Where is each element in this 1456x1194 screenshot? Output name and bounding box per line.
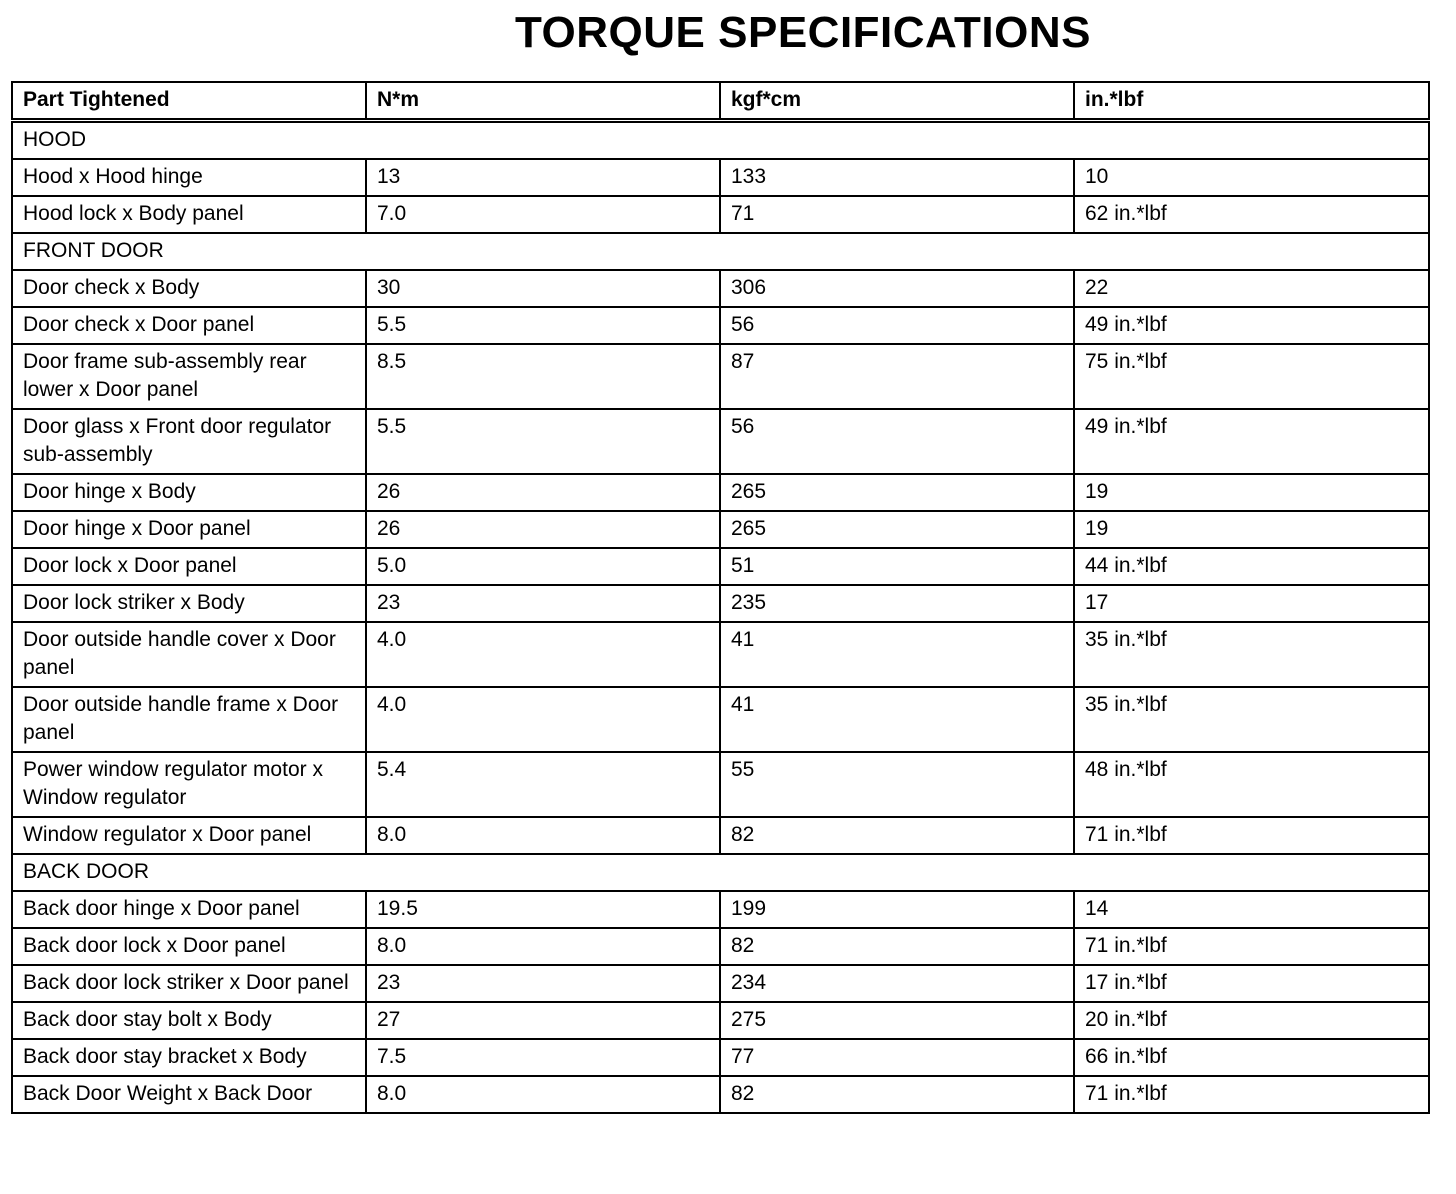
nm-cell: 8.0 (366, 1076, 720, 1113)
part-cell: Door check x Door panel (12, 307, 366, 344)
table-row (12, 409, 1429, 474)
nm-cell: 7.0 (366, 196, 720, 233)
section-heading: BACK DOOR (12, 854, 1429, 891)
section-row (12, 854, 1429, 891)
nm-cell: 4.0 (366, 687, 720, 752)
part-cell: Door hinge x Door panel (12, 511, 366, 548)
section-row (12, 121, 1429, 160)
table-row (12, 928, 1429, 965)
table-row (12, 687, 1429, 752)
part-cell: Door check x Body (12, 270, 366, 307)
nm-cell: 23 (366, 965, 720, 1002)
table-row (12, 585, 1429, 622)
nm-cell: 26 (366, 474, 720, 511)
section-heading: HOOD (12, 121, 1429, 160)
table-header-row (12, 82, 1429, 121)
part-cell: Door lock striker x Body (12, 585, 366, 622)
table-row (12, 474, 1429, 511)
kgfcm-cell: 234 (720, 965, 1074, 1002)
inlbf-cell: 71 in.*lbf (1074, 817, 1429, 854)
kgfcm-cell: 51 (720, 548, 1074, 585)
kgfcm-cell: 275 (720, 1002, 1074, 1039)
nm-cell: 26 (366, 511, 720, 548)
part-cell: Back Door Weight x Back Door (12, 1076, 366, 1113)
inlbf-cell: 75 in.*lbf (1074, 344, 1429, 409)
inlbf-cell: 17 in.*lbf (1074, 965, 1429, 1002)
nm-cell: 5.5 (366, 307, 720, 344)
nm-cell: 8.5 (366, 344, 720, 409)
inlbf-cell: 49 in.*lbf (1074, 409, 1429, 474)
inlbf-cell: 20 in.*lbf (1074, 1002, 1429, 1039)
nm-cell: 23 (366, 585, 720, 622)
table-row (12, 1039, 1429, 1076)
kgfcm-cell: 199 (720, 891, 1074, 928)
kgfcm-cell: 82 (720, 928, 1074, 965)
table-row (12, 752, 1429, 817)
part-cell: Hood lock x Body panel (12, 196, 366, 233)
table-row (12, 511, 1429, 548)
table-row (12, 344, 1429, 409)
part-cell: Door lock x Door panel (12, 548, 366, 585)
inlbf-cell: 71 in.*lbf (1074, 928, 1429, 965)
nm-cell: 30 (366, 270, 720, 307)
inlbf-cell: 22 (1074, 270, 1429, 307)
table-row (12, 548, 1429, 585)
column-header-part: Part Tightened (12, 82, 366, 121)
table-body (12, 121, 1429, 1114)
kgfcm-cell: 235 (720, 585, 1074, 622)
table-row (12, 965, 1429, 1002)
part-cell: Power window regulator motor x Window regulator (12, 752, 366, 817)
table-row (12, 1002, 1429, 1039)
nm-cell: 19.5 (366, 891, 720, 928)
table-row (12, 196, 1429, 233)
part-cell: Hood x Hood hinge (12, 159, 366, 196)
section-heading: FRONT DOOR (12, 233, 1429, 270)
part-cell: Back door stay bracket x Body (12, 1039, 366, 1076)
nm-cell: 4.0 (366, 622, 720, 687)
inlbf-cell: 66 in.*lbf (1074, 1039, 1429, 1076)
part-cell: Back door lock x Door panel (12, 928, 366, 965)
table-row (12, 307, 1429, 344)
kgfcm-cell: 77 (720, 1039, 1074, 1076)
inlbf-cell: 19 (1074, 511, 1429, 548)
nm-cell: 5.0 (366, 548, 720, 585)
inlbf-cell: 35 in.*lbf (1074, 687, 1429, 752)
part-cell: Window regulator x Door panel (12, 817, 366, 854)
nm-cell: 7.5 (366, 1039, 720, 1076)
nm-cell: 13 (366, 159, 720, 196)
part-cell: Door outside handle cover x Door panel (12, 622, 366, 687)
inlbf-cell: 19 (1074, 474, 1429, 511)
part-cell: Back door lock striker x Door panel (12, 965, 366, 1002)
part-cell: Back door stay bolt x Body (12, 1002, 366, 1039)
torque-spec-table (11, 81, 1430, 1114)
nm-cell: 8.0 (366, 817, 720, 854)
column-header-nm: N*m (366, 82, 720, 121)
inlbf-cell: 35 in.*lbf (1074, 622, 1429, 687)
column-header-inlbf: in.*lbf (1074, 82, 1429, 121)
kgfcm-cell: 71 (720, 196, 1074, 233)
part-cell: Door outside handle frame x Door panel (12, 687, 366, 752)
inlbf-cell: 44 in.*lbf (1074, 548, 1429, 585)
part-cell: Door hinge x Body (12, 474, 366, 511)
kgfcm-cell: 41 (720, 687, 1074, 752)
table-row (12, 159, 1429, 196)
nm-cell: 5.4 (366, 752, 720, 817)
kgfcm-cell: 265 (720, 511, 1074, 548)
table-row (12, 270, 1429, 307)
page-title: TORQUE SPECIFICATIONS (514, 8, 1092, 57)
nm-cell: 8.0 (366, 928, 720, 965)
table-row (12, 1076, 1429, 1113)
part-cell: Door frame sub-assembly rear lower x Door panel (12, 344, 366, 409)
table-row (12, 622, 1429, 687)
kgfcm-cell: 265 (720, 474, 1074, 511)
inlbf-cell: 71 in.*lbf (1074, 1076, 1429, 1113)
kgfcm-cell: 56 (720, 409, 1074, 474)
inlbf-cell: 10 (1074, 159, 1429, 196)
nm-cell: 5.5 (366, 409, 720, 474)
nm-cell: 27 (366, 1002, 720, 1039)
kgfcm-cell: 306 (720, 270, 1074, 307)
kgfcm-cell: 82 (720, 817, 1074, 854)
column-header-kgfcm: kgf*cm (720, 82, 1074, 121)
inlbf-cell: 62 in.*lbf (1074, 196, 1429, 233)
inlbf-cell: 48 in.*lbf (1074, 752, 1429, 817)
kgfcm-cell: 82 (720, 1076, 1074, 1113)
inlbf-cell: 14 (1074, 891, 1429, 928)
kgfcm-cell: 55 (720, 752, 1074, 817)
table-row (12, 817, 1429, 854)
kgfcm-cell: 133 (720, 159, 1074, 196)
part-cell: Door glass x Front door regulator sub-assembly (12, 409, 366, 474)
inlbf-cell: 17 (1074, 585, 1429, 622)
section-row (12, 233, 1429, 270)
kgfcm-cell: 41 (720, 622, 1074, 687)
part-cell: Back door hinge x Door panel (12, 891, 366, 928)
inlbf-cell: 49 in.*lbf (1074, 307, 1429, 344)
table-row (12, 891, 1429, 928)
kgfcm-cell: 56 (720, 307, 1074, 344)
kgfcm-cell: 87 (720, 344, 1074, 409)
